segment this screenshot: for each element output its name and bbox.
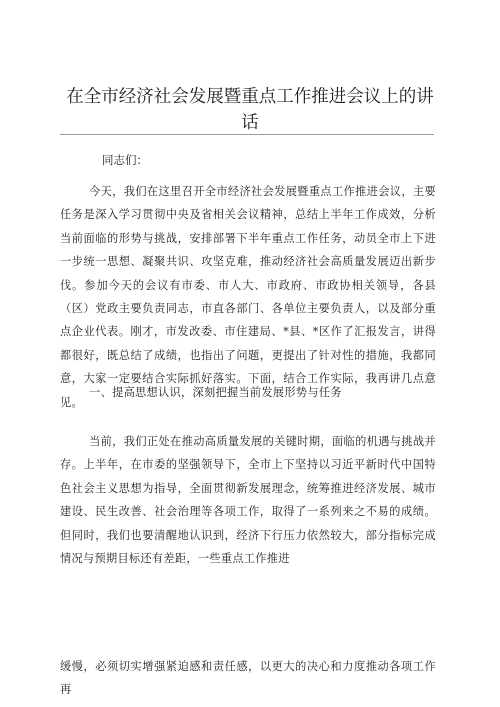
document-title: 在全市经济社会发展暨重点工作推进会议上的讲话 xyxy=(66,87,434,133)
title-divider xyxy=(60,134,434,135)
section-heading: 一、提高思想认识，深刻把握当前发展形势与任务 xyxy=(89,386,342,399)
paragraph-continued: 缓慢，必须切实增强紧迫感和责任感，以更大的决心和力度推动各项工作再 xyxy=(60,660,436,697)
paragraph-situation: 当前，我们正处在推动高质量发展的关键时期，面临的机遇与挑战并存。上半年，在市委的坚强领导下，全市上下坚持以习近平新时代中国特色社会主义思想为指导，全面贯彻新发展理念，统筹推进经济发展、城市建设、民生改善、社会治理等各项工作，取得了一系列来之不易的成绩。但同时，我们也要清醒地认识到，经济下行压力依然较大，部分指标完成情况与预期目标还有差距，一些重点工作推进 xyxy=(60,435,436,566)
paragraph-opening: 今天，我们在这里召开全市经济社会发展暨重点工作推进会议，主要任务是深入学习贯彻中央及省相关会议精神，总结上半年工作成效，分析当前面临的形势与挑战，安排部署下半年重点工作任务，动员全市上下进一步统一思想、凝聚共识、攻坚克难，推动经济社会高质量发展迈出新步伐。参加今天的会议有市委、市人大、市政府、市政协相关领导，各县（区）党政主要负责同志，市直各部门、各单位主要负责人，以及部分重点企业代表。刚才，市发改委、市住建局、*县、*区作了汇报发言，讲得都很好，既总结了成绩，也指出了问题，更提出了针对性的措施，我都同意，大家一定要结合实际抓好落实。下面，结合工作实际，我再讲几点意见。 xyxy=(60,185,436,409)
salutation: 同志们： xyxy=(102,153,148,167)
